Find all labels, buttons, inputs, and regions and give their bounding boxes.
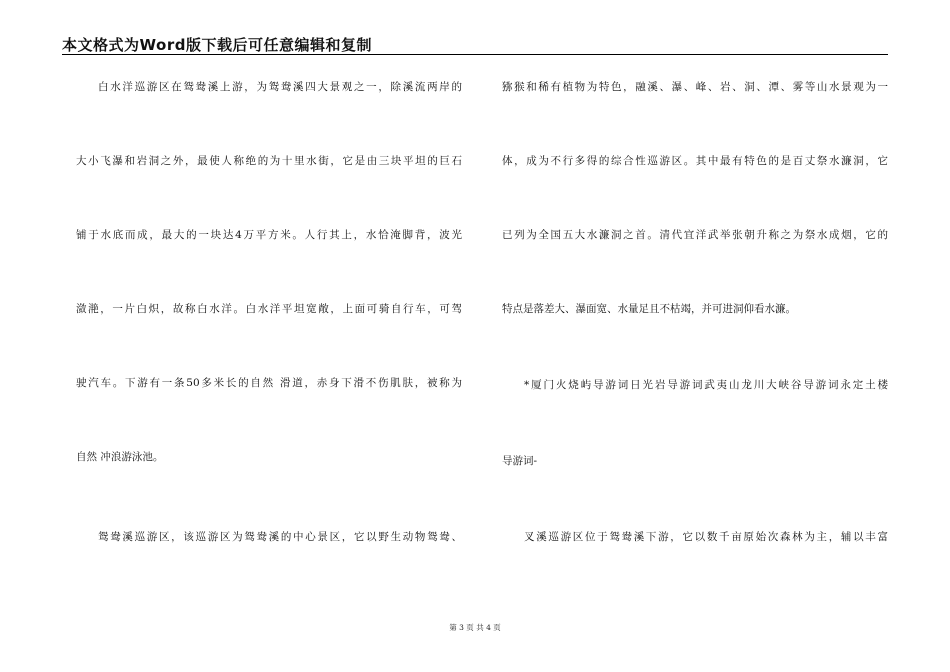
- paragraph-line: 叉溪巡游区位于鸳鸯溪下游，它以数千亩原始次森林为主，辅以丰富: [524, 531, 888, 543]
- paragraph-line: 特点是落差大、瀑面宽、水量足且不枯竭，并可进洞仰看水濂。: [502, 303, 796, 315]
- paragraph-line: 已列为全国五大水濂洞之首。清代宜洋武举张朝升称之为祭水成烟，它的: [502, 229, 888, 241]
- page-header: [62, 32, 888, 55]
- paragraph-line: 导游词-: [502, 455, 538, 467]
- paragraph-line: *厦门火烧屿导游词日光岩导游词武夷山龙川大峡谷导游词永定土楼: [524, 379, 888, 391]
- paragraph-line: 白水洋巡游区在鸳鸯溪上游，为鸳鸯溪四大景观之一，除溪流两岸的: [98, 81, 462, 93]
- paragraph-line: 猕猴和稀有植物为特色，融溪、瀑、峰、岩、洞、潭、雾等山水景观为一: [502, 81, 888, 93]
- paragraph-line: 铺于水底而成，最大的一块达4万平方米。人行其上，水恰淹脚背，波光: [76, 229, 462, 241]
- paragraph-line: 鸳鸯溪巡游区，该巡游区为鸳鸯溪的中心景区，它以野生动物鸳鸯、: [98, 531, 462, 543]
- paragraph-line: 潋滟，一片白炽，故称白水洋。白水洋平坦宽敞，上面可骑自行车，可驾: [76, 303, 462, 315]
- paragraph-line: 大小飞瀑和岩洞之外，最使人称绝的为十里水街，它是由三块平坦的巨石: [76, 155, 462, 167]
- paragraph-line: 驶汽车。下游有一条50多米长的自然 滑道，赤身下滑不伤肌肤，被称为: [76, 377, 462, 389]
- paragraph-line: 体，成为不行多得的综合性巡游区。其中最有特色的是百丈祭水濂洞，它: [502, 155, 888, 167]
- document-title: 本文格式为Word版下载后可任意编辑和复制: [62, 36, 372, 54]
- paragraph-line: 自然 冲浪游泳池。: [76, 451, 164, 463]
- page-number: 第 3 页 共 4 页: [449, 623, 501, 632]
